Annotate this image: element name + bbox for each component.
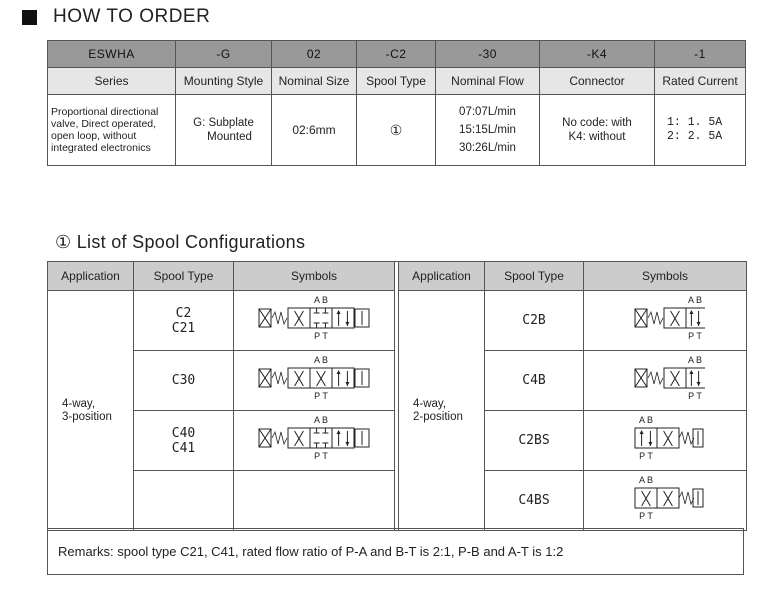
code-mounting: -G (176, 41, 272, 68)
code-connector: -K4 (540, 41, 655, 68)
application-left (48, 291, 134, 531)
flow-line: 15:15L/min (459, 124, 516, 136)
spool-type-c2b: C2B (485, 291, 584, 351)
mounting-description (176, 95, 272, 166)
header-mounting: Mounting Style (176, 68, 272, 95)
remarks: Remarks: spool type C21, C41, rated flow ratio of P-A and B-T is 2:1, P-B and A-T is 1:2 (47, 528, 744, 575)
spool-list-title: ① List of Spool Configurations (55, 232, 306, 252)
empty-spool-type (134, 471, 234, 531)
port-label-pt: P T (313, 331, 328, 341)
symbol-cell-c2bs (584, 411, 747, 471)
port-label-pt: P T (688, 331, 702, 341)
application-right (399, 291, 485, 531)
valve-symbol-icon (625, 294, 705, 342)
how-to-order-title: HOW TO ORDER (53, 6, 211, 27)
valve-symbol-icon (257, 354, 372, 402)
spool-row (48, 291, 747, 351)
square-bullet-icon (22, 10, 37, 25)
code-flow: -30 (436, 41, 540, 68)
port-label-ab: A B (687, 355, 703, 365)
application-line: 3-position (62, 410, 112, 423)
symbol-cell-c40 (234, 411, 395, 471)
port-label-ab: A B (313, 295, 328, 305)
port-label-pt: P T (639, 511, 653, 521)
port-label-ab: A B (638, 475, 654, 485)
spool-type-c4bs: C4BS (485, 471, 584, 531)
port-label-ab: A B (313, 355, 328, 365)
port-label-pt: P T (639, 451, 653, 461)
spool-type-c2bs: C2BS (485, 411, 584, 471)
header-spool-type-left: Spool Type (134, 262, 234, 291)
connector-description (540, 95, 655, 166)
spool-type-c2 (134, 291, 234, 351)
connector-line: K4: without (568, 131, 626, 143)
code-size: 02 (272, 41, 357, 68)
application-line: 2-position (413, 410, 463, 423)
size-description: 02:6mm (272, 95, 357, 166)
symbol-cell-c4bs (584, 471, 747, 531)
spool-code: C40 (171, 425, 196, 441)
mounting-line: Mounted (207, 131, 252, 143)
spool-code: C2 (175, 305, 192, 321)
symbol-cell-c2 (234, 291, 395, 351)
order-code-table (47, 40, 746, 166)
flow-description (436, 95, 540, 166)
header-symbols-left: Symbols (234, 262, 395, 291)
port-label-ab: A B (313, 415, 328, 425)
valve-symbol-icon (625, 414, 705, 462)
code-spool: -C2 (357, 41, 436, 68)
current-line: 1: 1. 5A (667, 116, 723, 129)
spool-configuration-table (47, 261, 747, 531)
how-to-order-heading (22, 6, 210, 28)
code-series: ESWHA (48, 41, 176, 68)
port-label-pt: P T (313, 391, 328, 401)
code-current: -1 (655, 41, 746, 68)
valve-symbol-icon (625, 474, 705, 522)
spool-type-c30: C30 (134, 351, 234, 411)
spool-code: C41 (171, 440, 196, 456)
header-size: Nominal Size (272, 68, 357, 95)
mounting-line: G: Subplate (193, 117, 254, 129)
symbol-cell-c2b (584, 291, 747, 351)
current-description (655, 95, 746, 166)
port-label-pt: P T (313, 451, 328, 461)
application-line: 4-way, (62, 397, 96, 410)
header-application-left: Application (48, 262, 134, 291)
header-current: Rated Current (655, 68, 746, 95)
port-label-pt: P T (688, 391, 702, 401)
spool-code: C21 (171, 320, 196, 336)
valve-symbol-icon (257, 294, 372, 342)
order-header-row (48, 68, 746, 95)
symbol-cell-c30 (234, 351, 395, 411)
current-line: 2: 2. 5A (667, 130, 723, 143)
application-line: 4-way, (413, 397, 447, 410)
port-label-ab: A B (687, 295, 703, 305)
valve-symbol-icon (625, 354, 705, 402)
valve-symbol-icon (257, 414, 372, 462)
series-description (48, 95, 176, 166)
header-connector: Connector (540, 68, 655, 95)
header-series: Series (48, 68, 176, 95)
series-line: open loop, without (51, 130, 137, 142)
spool-reference: ① (357, 95, 436, 166)
header-flow: Nominal Flow (436, 68, 540, 95)
empty-symbol (234, 471, 395, 531)
series-line: valve, Direct operated, (51, 118, 157, 130)
spool-type-c40 (134, 411, 234, 471)
flow-line: 30:26L/min (459, 142, 516, 154)
header-spool: Spool Type (357, 68, 436, 95)
spool-header-row (48, 262, 747, 291)
header-spool-type-right: Spool Type (485, 262, 584, 291)
spool-type-c4b: C4B (485, 351, 584, 411)
port-label-ab: A B (638, 415, 654, 425)
connector-line: No code: with (562, 117, 632, 129)
header-application-right: Application (399, 262, 485, 291)
order-code-row (48, 41, 746, 68)
header-symbols-right: Symbols (584, 262, 747, 291)
flow-line: 07:07L/min (459, 106, 516, 118)
series-line: integrated electronics (51, 142, 151, 154)
series-line: Proportional directional (51, 106, 159, 118)
symbol-cell-c4b (584, 351, 747, 411)
order-description-row (48, 95, 746, 166)
